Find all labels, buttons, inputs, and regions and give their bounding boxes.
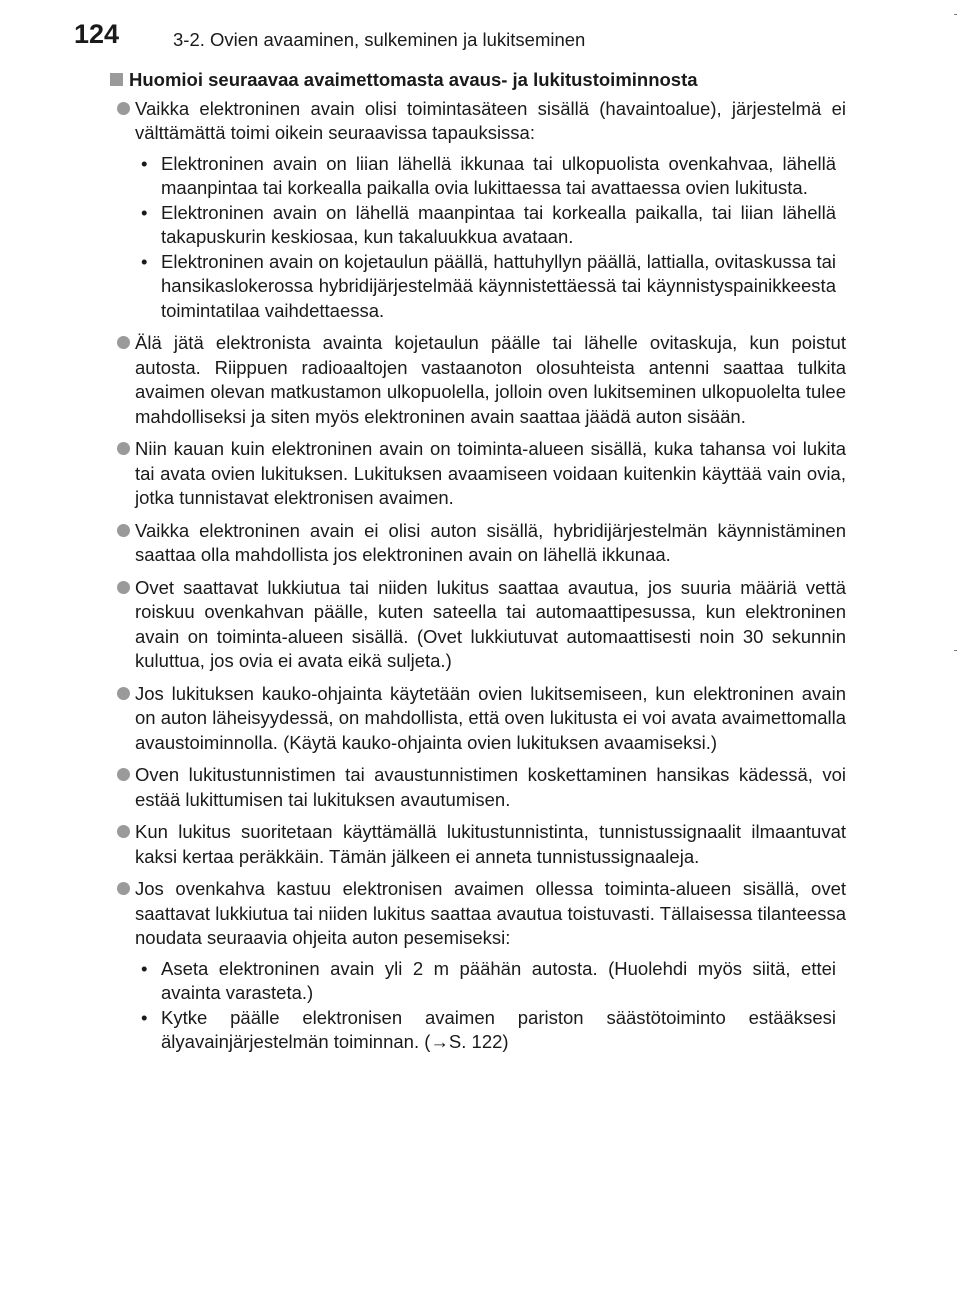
sub-list — [135, 152, 846, 324]
bullet-item — [110, 877, 846, 1055]
bullet-item — [110, 763, 846, 812]
sub-bullet-icon: • — [141, 201, 148, 223]
bullet-text: Jos lukituksen kauko-ohjainta käytetään ovien lukitsemiseen, kun elektroninen avain on auton läheisyydessä, on mahdollista, että oven lukitusta ei voi avata avaimettomalla avaustoiminnolla. (Käytä kauko-ohjainta ovien lukituksen avaamiseksi.) — [135, 682, 846, 753]
bullet-item — [110, 331, 846, 429]
sub-list — [135, 957, 846, 1055]
sub-list-item — [135, 957, 846, 1006]
circle-bullet-icon — [117, 768, 130, 781]
bullet-item — [110, 97, 846, 324]
circle-bullet-icon — [117, 442, 130, 455]
bullet-body — [135, 97, 846, 324]
sub-list-item — [135, 1006, 846, 1055]
margin-tick — [954, 650, 957, 651]
bullet-list — [110, 97, 846, 1055]
bullet-body — [135, 437, 846, 511]
bullet-text: Oven lukitustunnistimen tai avaustunnistimen koskettaminen hansikas kädessä, voi estää lukittumisen tai lukituksen avautumisen. — [135, 764, 846, 810]
margin-tick — [954, 14, 957, 15]
bullet-body — [135, 682, 846, 756]
circle-bullet-icon — [117, 524, 130, 537]
content-area — [110, 68, 846, 1063]
bullet-item — [110, 519, 846, 568]
bullet-text: Älä jätä elektronista avainta kojetaulun päälle tai lähelle ovitaskuja, kun poistut autosta. Riippuen radioaaltojen vastaanoton olosuhteista antenni saattaa tulkita avaimen olevan matkustamon ulkopuolella, jolloin oven lukitseminen ulkopuolelta tulee mahdolliseksi ja siten myös elektroninen avain saattaa jäädä auton sisään. — [135, 332, 846, 427]
sub-list-item — [135, 152, 846, 201]
section-heading — [110, 68, 846, 93]
bullet-body — [135, 820, 846, 869]
circle-bullet-icon — [117, 825, 130, 838]
sub-bullet-icon: • — [141, 250, 148, 272]
circle-bullet-icon — [117, 882, 130, 895]
section-heading-text: Huomioi seuraavaa avaimettomasta avaus- ja lukitustoiminnosta — [129, 69, 698, 90]
bullet-text: Jos ovenkahva kastuu elektronisen avaimen ollessa toiminta-alueen sisällä, ovet saattavat lukkiutua tai niiden lukitus saattaa avautua toistuvasti. Tällaisessa tilanteessa noudata seuraavia ohjeita auton pesemiseksi: — [135, 878, 846, 948]
bullet-item — [110, 820, 846, 869]
bullet-item — [110, 437, 846, 511]
bullet-text: Kun lukitus suoritetaan käyttämällä lukitustunnistinta, tunnistussignaalit ilmaantuvat kaksi kertaa peräkkäin. Tämän jälkeen ei anneta tunnistussignaaleja. — [135, 821, 846, 867]
bullet-body — [135, 877, 846, 1055]
bullet-text: Niin kauan kuin elektroninen avain on toiminta-alueen sisällä, kuka tahansa voi lukita tai avata ovien lukituksen. Lukituksen avaamiseen voidaan kuitenkin käyttää vain ovia, jotka tunnistavat elektronisen avaimen. — [135, 438, 846, 508]
sub-list-item — [135, 201, 846, 250]
bullet-text: Ovet saattavat lukkiutua tai niiden lukitus saattaa avautua, jos suuria määriä vettä roiskuu ovenkahvan päälle, kuten sateella tai automaattipesussa, kun elektroninen avain on toiminta-alueen sisällä. (Ovet lukkiutuvat automaattisesti noin 30 sekunnin kuluttua, jos ovia ei avata eikä suljeta.) — [135, 576, 846, 671]
sub-bullet-icon: • — [141, 1006, 148, 1028]
bullet-body — [135, 576, 846, 674]
sub-bullet-icon: • — [141, 152, 148, 174]
chapter-title: 3-2. Ovien avaaminen, sulkeminen ja lukitseminen — [173, 29, 586, 50]
bullet-text: Vaikka elektroninen avain ei olisi auton sisällä, hybridijärjestelmän käynnistäminen saattaa olla mahdollista jos elektroninen avain on lähellä ikkunaa. — [135, 519, 846, 565]
circle-bullet-icon — [117, 102, 130, 115]
bullet-body — [135, 519, 846, 568]
sub-list-text: Kytke päälle elektronisen avaimen pariston säästötoiminto estääksesi älyavainjärjestelmän toiminnan. (→S. 122) — [161, 1006, 836, 1052]
circle-bullet-icon — [117, 687, 130, 700]
bullet-item — [110, 576, 846, 674]
sub-list-text: Aseta elektroninen avain yli 2 m päähän autosta. (Huolehdi myös siitä, ettei avainta varasteta.) — [161, 957, 836, 1003]
circle-bullet-icon — [117, 336, 130, 349]
sub-list-item — [135, 250, 846, 324]
sub-list-text: Elektroninen avain on lähellä maanpintaa tai korkealla paikalla, tai liian lähellä takapuskurin keskiosaa, kun takaluukkua avataan. — [161, 201, 836, 247]
page-number: 124 — [74, 19, 120, 49]
circle-bullet-icon — [117, 581, 130, 594]
bullet-text: Vaikka elektroninen avain olisi toimintasäteen sisällä (havaintoalue), järjestelmä ei välttämättä toimi oikein seuraavissa tapauksissa: — [135, 97, 846, 143]
sub-list-text: Elektroninen avain on kojetaulun päällä, hattuhyllyn päällä, lattialla, ovitaskussa tai hansikaslokerossa hybridijärjestelmää käynnistettäessä tai käynnistyspainikkeesta toimintatilaa vaihdettaessa. — [161, 250, 836, 321]
sub-bullet-icon: • — [141, 957, 148, 979]
square-bullet-icon — [110, 73, 123, 86]
sub-list-text: Elektroninen avain on liian lähellä ikkunaa tai ulkopuolista ovenkahvaa, lähellä maanpintaa tai korkealla paikalla ovia lukittaessa tai avattaessa ovien lukitusta. — [161, 152, 836, 198]
bullet-body — [135, 331, 846, 429]
bullet-body — [135, 763, 846, 812]
bullet-item — [110, 682, 846, 756]
